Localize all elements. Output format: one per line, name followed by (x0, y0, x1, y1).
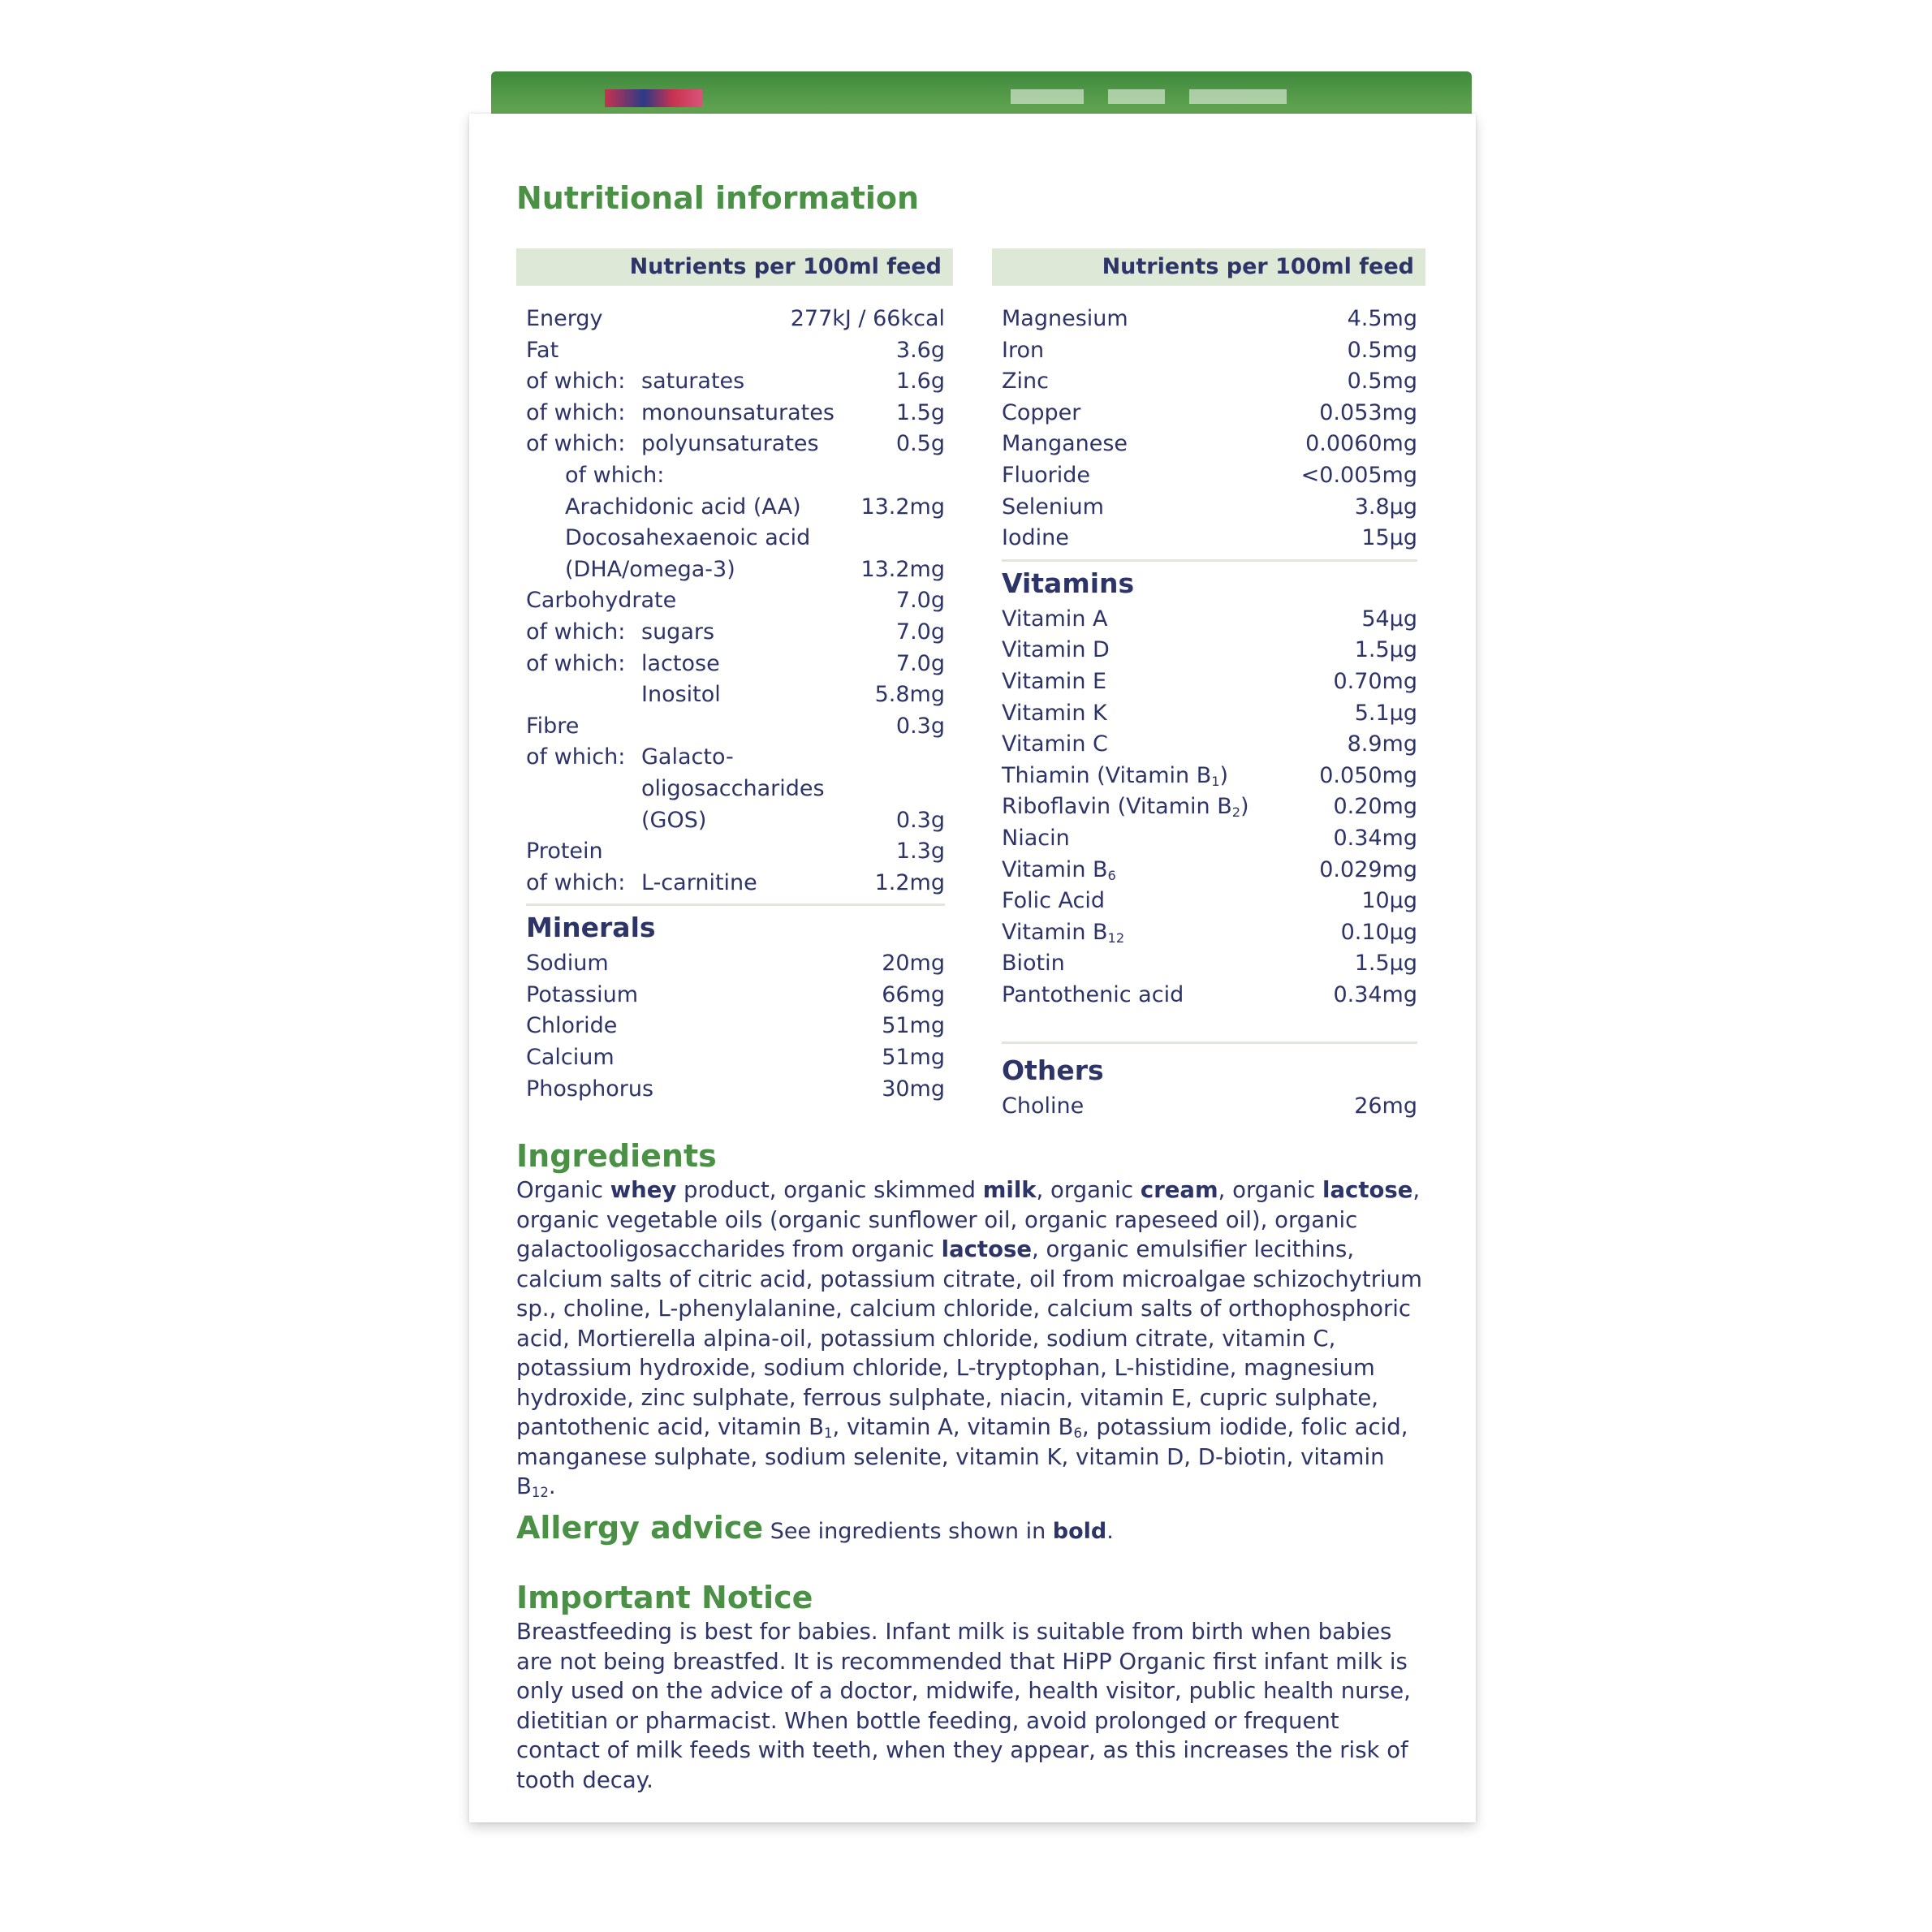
allergen-word: lactose (941, 1236, 1032, 1262)
nutrient-label-text: Fibre (526, 713, 580, 739)
allergen-word: lactose (1322, 1177, 1413, 1203)
nutrient-rows-left (516, 304, 953, 1105)
nutrient-row (1002, 304, 1417, 335)
subscript: 6 (1073, 1425, 1082, 1441)
subscript: 2 (1231, 804, 1241, 821)
nutrient-label (526, 617, 625, 649)
allergy-bold-word: bold (1052, 1519, 1107, 1544)
allergy-section (516, 1508, 1425, 1551)
ingredients-segment: , organic vegetable oils (organic sunflower oil, organic rapeseed oil), organic galactooligosaccharides from organic (516, 1177, 1421, 1262)
nutrient-label (1002, 917, 1124, 949)
nutrient-value: 1.5µg (1354, 951, 1417, 977)
nutrient-value: 66mg (882, 981, 945, 1007)
nutrient-value: 0.3g (895, 713, 945, 739)
nutrient-label (1002, 635, 1110, 666)
nutrient-value: 7.0g (895, 650, 945, 676)
nutrient-value: 0.5mg (1347, 369, 1417, 395)
nutrient-row (1002, 980, 1417, 1011)
nutrient-row (526, 1074, 945, 1106)
nutrient-sublabel: L-carnitine (641, 869, 757, 895)
nutrient-row (526, 366, 945, 398)
nutrient-label (526, 980, 638, 1011)
nutrient-label (526, 742, 625, 774)
nutrient-indented-label: Arachidonic acid (AA) (565, 494, 801, 520)
nutrient-row (1002, 698, 1417, 730)
ingredients-heading: Ingredients (516, 1138, 717, 1174)
nutrient-row (1002, 666, 1417, 698)
nutrient-row (1002, 886, 1417, 917)
top-strip (1108, 89, 1165, 104)
nutrient-row (1002, 823, 1417, 855)
nutrient-row (526, 774, 945, 805)
nutrient-label (526, 1042, 615, 1074)
nutrient-row (526, 1011, 945, 1042)
nutrient-value: 15µg (1361, 525, 1417, 551)
nutrient-row (1002, 460, 1417, 492)
allergy-text-end: . (1106, 1519, 1114, 1544)
nutrient-label-suffix: ) (1219, 762, 1229, 788)
nutrient-sublabel: Galacto- (641, 744, 734, 770)
nutrient-value: 13.2mg (860, 494, 945, 520)
nutrient-label-text: Iodine (1002, 525, 1069, 551)
notice-heading: Important Notice (516, 1580, 813, 1615)
section-divider (1002, 1041, 1417, 1044)
top-strip (1011, 89, 1084, 104)
nutrient-row (526, 304, 945, 335)
allergy-text: See ingredients shown in (763, 1519, 1053, 1544)
nutrient-label (1002, 980, 1184, 1011)
nutrient-sublabel: polyunsaturates (641, 431, 819, 457)
nutrient-row (526, 679, 945, 711)
nutrient-label (526, 836, 603, 868)
nutrient-row (526, 617, 945, 649)
nutrient-value: 13.2mg (860, 556, 945, 582)
nutrient-row (526, 585, 945, 617)
nutrient-value: 0.029mg (1319, 856, 1417, 882)
nutrient-value: 5.8mg (874, 682, 945, 708)
nutrient-label (1002, 823, 1070, 855)
allergen-word: whey (610, 1177, 677, 1203)
nutrient-label (1002, 398, 1080, 429)
nutrient-value: 51mg (882, 1045, 945, 1071)
nutrient-value: 8.9mg (1347, 731, 1417, 757)
nutrient-row (526, 711, 945, 743)
nutrient-label-text: Vitamin K (1002, 700, 1107, 726)
ingredients-text (516, 1175, 1425, 1502)
nutrient-value: 0.20mg (1333, 794, 1417, 820)
nutrient-value: 3.8µg (1354, 494, 1417, 520)
nutrient-row (526, 554, 945, 586)
nutrient-label (1002, 460, 1090, 492)
nutrient-label-text: Magnesium (1002, 306, 1128, 331)
nutrient-sublabel: (GOS) (641, 807, 707, 833)
nutrient-value: 0.050mg (1319, 762, 1417, 788)
nutrient-row (526, 868, 945, 899)
top-strip (1189, 89, 1287, 104)
ingredients-segment: product, organic skimmed (676, 1177, 983, 1203)
nutrient-label-text: Phosphorus (526, 1076, 654, 1102)
nutrient-label-text: Vitamin D (1002, 637, 1110, 663)
ingredients-segment: , organic (1218, 1177, 1323, 1203)
subscript: 12 (1107, 929, 1125, 946)
nutrient-label-text: Zinc (1002, 369, 1049, 395)
nutrient-value: 0.10µg (1340, 919, 1417, 945)
nutrient-row (1002, 429, 1417, 460)
nutrient-row (1002, 1091, 1417, 1123)
nutrient-label (1002, 304, 1128, 335)
nutrient-label (526, 948, 609, 980)
nutrient-label-text: Energy (526, 306, 603, 331)
nutrient-row (1002, 948, 1417, 980)
nutrient-indented-label: (DHA/omega-3) (565, 556, 735, 582)
notice-section (516, 1578, 1425, 1795)
nutrient-value: <0.005mg (1300, 462, 1417, 488)
subscript: 12 (531, 1485, 549, 1500)
nutrient-label (526, 585, 676, 617)
nutrient-label (1002, 492, 1104, 524)
nutrient-label-text: Vitamin B (1002, 856, 1108, 882)
nutrient-value: 7.0g (895, 619, 945, 645)
nutrient-row (526, 948, 945, 980)
nutrient-value: 0.70mg (1333, 668, 1417, 694)
subscript: 6 (1107, 867, 1116, 883)
nutrient-label (1002, 886, 1105, 917)
nutrient-value: 4.5mg (1347, 306, 1417, 331)
ingredients-segment: , potassium iodide, folic acid, manganese sulphate, sodium selenite, vitamin K, vitamin D, D-biotin, vitamin B (516, 1414, 1408, 1499)
flag-graphic (605, 89, 702, 107)
nutrient-row (1002, 791, 1417, 823)
spacer (1002, 1011, 1417, 1037)
nutrient-label (1002, 729, 1108, 761)
nutrient-row (1002, 855, 1417, 886)
nutrient-label-text: Sodium (526, 951, 609, 977)
nutrient-row (1002, 761, 1417, 792)
nutrient-value: 1.5g (895, 399, 945, 425)
nutrient-label-text: Folic Acid (1002, 888, 1105, 914)
nutrient-value: 1.3g (895, 839, 945, 865)
section-divider (526, 903, 945, 906)
nutrient-label-text: Manganese (1002, 431, 1128, 457)
ingredients-segment: , vitamin A, vitamin B (832, 1414, 1074, 1440)
nutrient-sublabel: oligosaccharides (641, 775, 825, 801)
nutrient-row (526, 492, 945, 524)
nutrient-sublabel: saturates (641, 369, 745, 395)
nutrient-label (1002, 335, 1044, 367)
nutrient-sublabel: sugars (641, 619, 715, 645)
allergen-word: cream (1140, 1177, 1218, 1203)
nutrient-indented-label: of which: (565, 462, 665, 488)
nutrition-column-right (992, 248, 1425, 1123)
nutrient-value: 277kJ / 66kcal (790, 306, 945, 331)
nutrient-row (1002, 917, 1417, 949)
nutrient-value: 7.0g (895, 588, 945, 614)
nutrient-value: 1.5µg (1354, 637, 1417, 663)
nutrient-label (1002, 791, 1249, 823)
section-heading: Vitamins (1002, 567, 1135, 599)
nutrient-label (526, 1074, 653, 1106)
nutrient-value: 1.6g (895, 369, 945, 395)
nutrient-label-text: Selenium (1002, 494, 1104, 520)
nutrient-label (526, 304, 603, 335)
nutrient-label-text: Copper (1002, 399, 1081, 425)
nutrient-row (1002, 366, 1417, 398)
nutrient-label-text: Riboflavin (Vitamin B (1002, 794, 1232, 820)
nutrient-value: 10µg (1361, 888, 1417, 914)
nutrient-row (1002, 729, 1417, 761)
nutrient-label (526, 335, 558, 367)
ingredients-segment: , organic (1036, 1177, 1141, 1203)
nutrient-label-text: of which: (526, 869, 626, 895)
nutrient-value: 3.6g (895, 337, 945, 363)
section-heading: Minerals (526, 912, 656, 944)
nutrient-label (1002, 666, 1106, 698)
nutrient-label (526, 366, 625, 398)
nutrient-row (1002, 523, 1417, 554)
nutrient-row (526, 460, 945, 492)
nutrient-value: 0.5mg (1347, 337, 1417, 363)
nutrient-label-text: Vitamin B (1002, 919, 1108, 945)
nutrient-label (1002, 761, 1228, 792)
nutrient-value: 0.3g (895, 807, 945, 833)
nutrient-value: 0.0060mg (1305, 431, 1417, 457)
nutrient-label (526, 649, 625, 680)
nutrient-rows-right (992, 304, 1425, 1123)
nutrient-label (1002, 429, 1128, 460)
nutrient-row (1002, 335, 1417, 367)
ingredients-segment: . (548, 1473, 556, 1499)
nutrient-label (1002, 1091, 1084, 1123)
section-divider (1002, 559, 1417, 562)
nutrient-label (1002, 523, 1069, 554)
ingredients-segment: Organic (516, 1177, 610, 1203)
nutrient-label-text: Iron (1002, 337, 1045, 363)
nutrient-sublabel: monounsaturates (641, 399, 834, 425)
nutrient-row (1002, 398, 1417, 429)
nutrient-label-text: Niacin (1002, 825, 1070, 851)
subscript: 1 (1211, 773, 1220, 789)
column-header: Nutrients per 100ml feed (516, 248, 953, 286)
column-header: Nutrients per 100ml feed (992, 248, 1425, 286)
box-top-edge (491, 71, 1472, 120)
nutrient-label-text: of which: (526, 650, 626, 676)
nutrient-label-text: Biotin (1002, 951, 1065, 977)
nutrient-label (526, 868, 625, 899)
nutrient-row (526, 805, 945, 837)
nutrient-label-text: of which: (526, 619, 626, 645)
nutrient-label-text: Potassium (526, 981, 639, 1007)
nutrient-sublabel: lactose (641, 650, 720, 676)
nutrition-column-left (516, 248, 953, 1105)
nutrient-value: 30mg (882, 1076, 945, 1102)
nutrient-label-text: Vitamin E (1002, 668, 1107, 694)
nutrient-indented-label: Docosahexaenoic acid (565, 525, 811, 551)
nutrient-row (1002, 635, 1417, 666)
nutrient-value: 0.5g (895, 431, 945, 457)
nutrient-row (526, 836, 945, 868)
nutrient-row (526, 429, 945, 460)
nutrient-label (526, 1011, 617, 1042)
nutrient-value: 0.053mg (1319, 399, 1417, 425)
notice-text: Breastfeeding is best for babies. Infant milk is suitable from birth when babies are not being breastfed. It is recommended that HiPP Organic first infant milk is only used on the advice of a doctor, midwife, health visitor, public health nurse, dietitian or pharmacist. When bottle feeding, avoid prolonged or frequent contact of milk feeds with teeth, when they appear, as this increases the risk of tooth decay. (516, 1619, 1411, 1793)
nutrient-label (1002, 855, 1116, 886)
nutrient-label-text: Fluoride (1002, 462, 1091, 488)
nutrient-label (526, 711, 579, 743)
nutrient-label-text: of which: (526, 744, 626, 770)
nutrient-sublabel: Inositol (641, 682, 721, 708)
ingredients-section (516, 1136, 1425, 1502)
nutrient-label-text: Chloride (526, 1013, 618, 1039)
allergen-word: milk (982, 1177, 1037, 1203)
nutrient-row (526, 742, 945, 774)
nutrient-row (1002, 492, 1417, 524)
nutrient-row (526, 980, 945, 1011)
section-heading: Others (1002, 1054, 1104, 1087)
nutrient-row (526, 335, 945, 367)
nutrient-label-text: Choline (1002, 1093, 1085, 1119)
allergy-heading: Allergy advice (516, 1510, 764, 1546)
nutrient-value: 26mg (1354, 1093, 1417, 1119)
nutrient-label (526, 429, 625, 460)
nutrient-label-text: of which: (526, 369, 626, 395)
nutrient-value: 54µg (1361, 606, 1417, 632)
nutrient-row (526, 398, 945, 429)
nutrient-row (526, 649, 945, 680)
nutrient-label-text: Protein (526, 839, 603, 865)
nutrient-label-suffix: ) (1240, 794, 1249, 820)
nutrient-value: 20mg (882, 951, 945, 977)
nutrient-label-text: Calcium (526, 1045, 615, 1071)
nutrient-label-text: Pantothenic acid (1002, 981, 1184, 1007)
nutrient-label (1002, 604, 1107, 636)
nutrient-label (1002, 366, 1049, 398)
nutrient-label-text: Vitamin A (1002, 606, 1108, 632)
nutrient-label-text: of which: (526, 431, 626, 457)
nutrient-label (526, 398, 625, 429)
nutrient-row (526, 523, 945, 554)
nutrient-value: 51mg (882, 1013, 945, 1039)
nutrient-row (526, 1042, 945, 1074)
nutrient-label (1002, 948, 1065, 980)
page-title: Nutritional information (516, 180, 920, 216)
nutrient-row (1002, 604, 1417, 636)
subscript: 1 (823, 1425, 833, 1441)
nutrient-value: 5.1µg (1354, 700, 1417, 726)
ingredients-segment: , organic emulsifier lecithins, calcium salts of citric acid, potassium citrate, oil from microalgae schizochytrium sp., choline, L-phenylalanine, calcium chloride, calcium salts of orthophosphoric acid, Mortierella alpina-oil, potassium chloride, sodium citrate, vitamin C, potassium hydroxide, sodium chloride, L-tryptophan, L-histidine, magnesium hydroxide, zinc sulphate, ferrous sulphate, niacin, vitamin E, cupric sulphate, pantothenic acid, vitamin B (516, 1236, 1422, 1440)
nutrient-value: 1.2mg (874, 869, 945, 895)
allergy-advice (516, 1508, 1425, 1551)
nutrient-value: 0.34mg (1333, 825, 1417, 851)
nutrient-label-text: of which: (526, 399, 626, 425)
nutrient-value: 0.34mg (1333, 981, 1417, 1007)
nutrient-label-text: Carbohydrate (526, 588, 677, 614)
nutrient-label-text: Fat (526, 337, 559, 363)
nutrient-label-text: Thiamin (Vitamin B (1002, 762, 1212, 788)
nutrient-label (1002, 698, 1107, 730)
nutrient-label-text: Vitamin C (1002, 731, 1108, 757)
